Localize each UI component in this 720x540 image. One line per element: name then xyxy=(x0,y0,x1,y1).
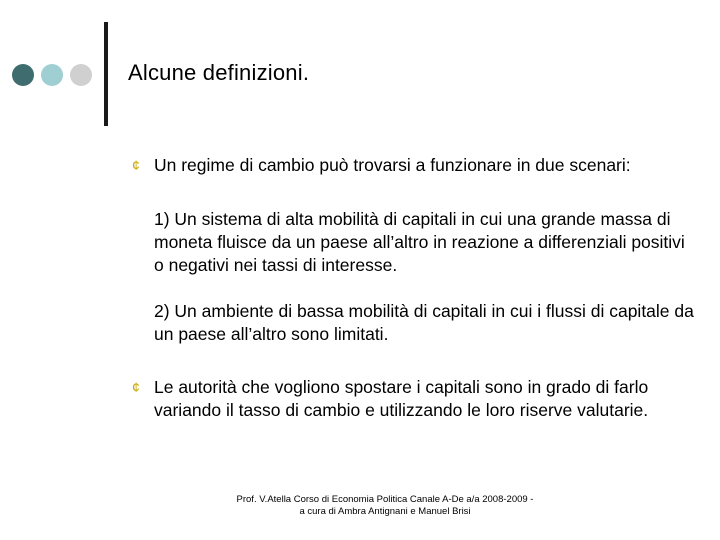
bullet-text-1: Un regime di cambio può trovarsi a funzionare in due scenari: xyxy=(154,155,631,175)
slide-title: Alcune definizioni. xyxy=(128,60,310,85)
subpoint-text-1: 1) Un sistema di alta mobilità di capitali in cui una grande massa di moneta fluisce da un paese all’altro in reazione a differenziali positivi o negativi nei tassi di interesse. xyxy=(154,209,685,275)
bullet-icon: ¢ xyxy=(132,379,140,395)
slide-footer xyxy=(200,494,570,518)
bullet-text-2: Le autorità che vogliono spostare i capitali sono in grado di farlo variando il tasso di cambio e utilizzando le loro riserve valutarie. xyxy=(154,377,649,420)
footer-line-1: Prof. V.Atella Corso di Economia Politica Canale A-De a/a 2008-2009 - xyxy=(236,494,534,505)
subpoint-text-2: 2) Un ambiente di bassa mobilità di capitali in cui i flussi di capitale da un paese all’altro sono limitati. xyxy=(154,301,694,344)
decorative-dot-light xyxy=(41,64,63,86)
title-divider xyxy=(104,22,108,126)
decorative-dot-dark xyxy=(12,64,34,86)
decorative-dot-grey xyxy=(70,64,92,86)
bullet-icon: ¢ xyxy=(132,157,140,173)
footer-line-2: a cura di Ambra Antignani e Manuel Brisi xyxy=(299,506,471,517)
